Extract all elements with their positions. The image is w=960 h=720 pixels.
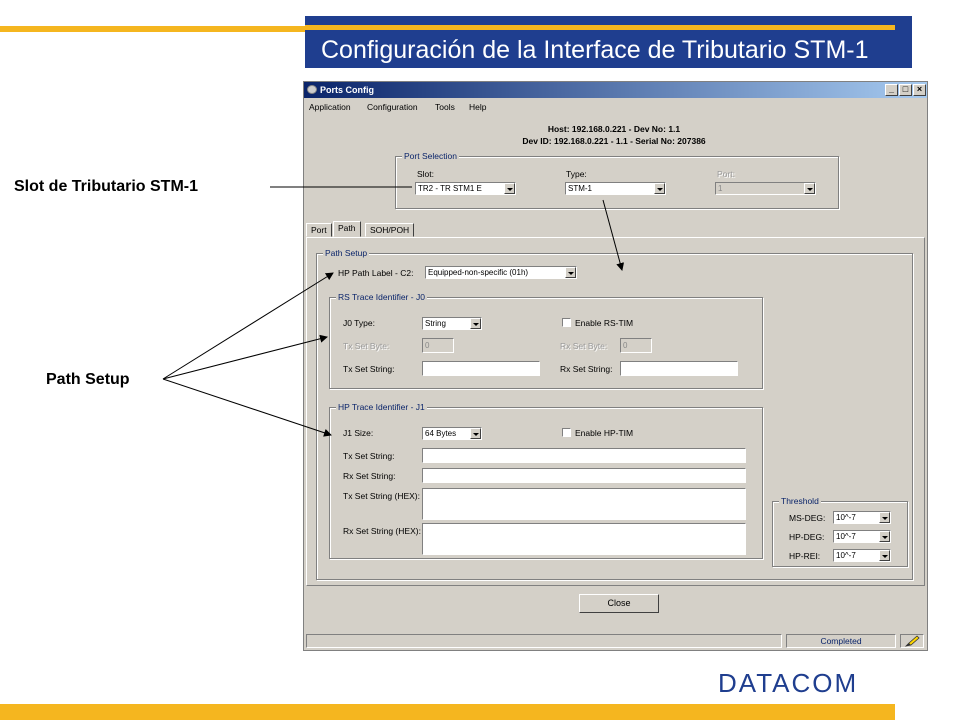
c2-dropdown[interactable] (425, 266, 577, 279)
enable-rs-tim-checkbox[interactable] (562, 318, 571, 327)
rs-tx-set-string-label: Tx Set String: (343, 364, 395, 374)
callout-slot: Slot de Tributario STM-1 (14, 178, 199, 195)
menu-help[interactable]: Help (469, 102, 487, 112)
hp-rei-dropdown[interactable] (833, 549, 891, 562)
hp-trace-title: HP Trace Identifier - J1 (338, 402, 425, 412)
chevron-down-icon[interactable] (470, 318, 481, 329)
slide-title: Configuración de la Interface de Tributario STM-1 (321, 36, 869, 64)
enable-hp-tim-label: Enable HP-TIM (575, 428, 634, 438)
close-window-button[interactable]: × (913, 84, 926, 96)
slide-title-box (305, 16, 912, 68)
rx-set-byte-field: 0 (620, 338, 652, 353)
datacom-logo: DATACOM (718, 668, 859, 698)
status-main-panel (306, 634, 782, 648)
hp-deg-label: HP-DEG: (789, 532, 825, 542)
tx-hex-label: Tx Set String (HEX): (343, 491, 420, 501)
rs-trace-title: RS Trace Identifier - J0 (338, 292, 425, 302)
c2-value: Equipped-non-specific (01h) (428, 268, 529, 277)
window-title: Ports Config (320, 85, 374, 95)
maximize-button[interactable]: □ (899, 84, 912, 96)
window-titlebar[interactable] (304, 82, 927, 98)
threshold-title: Threshold (781, 496, 819, 506)
status-bar (306, 634, 925, 649)
minimize-button[interactable]: _ (885, 84, 898, 96)
hp-rei-value: 10^-7 (836, 551, 856, 560)
tab-path[interactable]: Path (333, 221, 361, 237)
tx-hex-area[interactable] (422, 488, 746, 520)
close-button[interactable]: Close (579, 594, 659, 613)
path-setup-title: Path Setup (325, 248, 368, 258)
bottom-accent-bar (0, 704, 895, 720)
enable-rs-tim-label: Enable RS-TIM (575, 318, 634, 328)
callout-path-setup: Path Setup (46, 371, 130, 388)
port-selection-title: Port Selection (404, 151, 457, 161)
chevron-down-icon[interactable] (879, 512, 890, 523)
chevron-down-icon (804, 183, 815, 194)
j1-size-value: 64 Bytes (425, 429, 457, 438)
j1-size-dropdown[interactable] (422, 427, 482, 440)
rs-rx-set-string-label: Rx Set String: (560, 364, 613, 374)
dev-line: Dev ID: 192.168.0.221 - 1.1 - Serial No: 207386 (522, 136, 706, 146)
status-pen-panel (900, 634, 924, 648)
slot-label: Slot: (417, 169, 435, 179)
title-stripe (305, 25, 895, 30)
chevron-down-icon[interactable] (879, 531, 890, 542)
hp-rx-set-string-field[interactable] (422, 468, 746, 483)
rs-trace-group (329, 292, 763, 389)
port-value: 1 (718, 184, 723, 193)
hp-rei-label: HP-REI: (789, 551, 821, 561)
chevron-down-icon[interactable] (654, 183, 665, 194)
hp-trace-group (329, 402, 763, 559)
slot-dropdown[interactable] (415, 182, 516, 195)
rs-tx-set-string-field[interactable] (422, 361, 540, 376)
j0-type-value: String (425, 319, 446, 328)
top-accent-bar (0, 26, 305, 32)
j0-type-dropdown[interactable] (422, 317, 482, 330)
rx-set-byte-label: Rx Set Byte: (560, 341, 608, 351)
tab-port[interactable]: Port (306, 223, 332, 237)
j1-size-label: J1 Size: (343, 428, 374, 438)
ms-deg-value: 10^-7 (836, 513, 856, 522)
ports-config-window (303, 81, 928, 651)
type-dropdown[interactable] (565, 182, 666, 195)
port-label: Port: (717, 169, 735, 179)
chevron-down-icon[interactable] (879, 550, 890, 561)
tab-soh-poh[interactable]: SOH/POH (365, 223, 414, 237)
menu-tools[interactable]: Tools (435, 102, 455, 112)
ms-deg-label: MS-DEG: (789, 513, 826, 523)
tx-set-byte-field: 0 (422, 338, 454, 353)
hp-tx-set-string-label: Tx Set String: (343, 451, 395, 461)
port-selection-group (395, 151, 839, 209)
menu-configuration[interactable]: Configuration (367, 102, 418, 112)
chevron-down-icon[interactable] (504, 183, 515, 194)
hp-deg-value: 10^-7 (836, 532, 856, 541)
ms-deg-dropdown[interactable] (833, 511, 891, 524)
chevron-down-icon[interactable] (470, 428, 481, 439)
hp-tx-set-string-field[interactable] (422, 448, 746, 463)
threshold-group (772, 496, 908, 567)
type-label: Type: (566, 169, 587, 179)
rx-hex-label: Rx Set String (HEX): (343, 526, 421, 536)
chevron-down-icon[interactable] (565, 267, 576, 278)
hp-rx-set-string-label: Rx Set String: (343, 471, 396, 481)
hp-deg-dropdown[interactable] (833, 530, 891, 543)
rs-rx-set-string-field[interactable] (620, 361, 738, 376)
slot-value: TR2 - TR STM1 E (418, 184, 482, 193)
rx-hex-area[interactable] (422, 523, 746, 555)
type-value: STM-1 (568, 184, 592, 193)
c2-label: HP Path Label - C2: (338, 268, 414, 278)
tx-set-byte-label: Tx Set Byte: (343, 341, 390, 351)
pen-icon (904, 635, 920, 647)
enable-hp-tim-checkbox[interactable] (562, 428, 571, 437)
j0-type-label: J0 Type: (343, 318, 375, 328)
status-text: Completed (786, 634, 896, 648)
menu-application[interactable]: Application (309, 102, 351, 112)
path-setup-group (316, 248, 913, 580)
host-line: Host: 192.168.0.221 - Dev No: 1.1 (547, 124, 681, 134)
port-dropdown (715, 182, 816, 195)
menu-bar (304, 100, 927, 114)
app-icon (307, 85, 317, 94)
